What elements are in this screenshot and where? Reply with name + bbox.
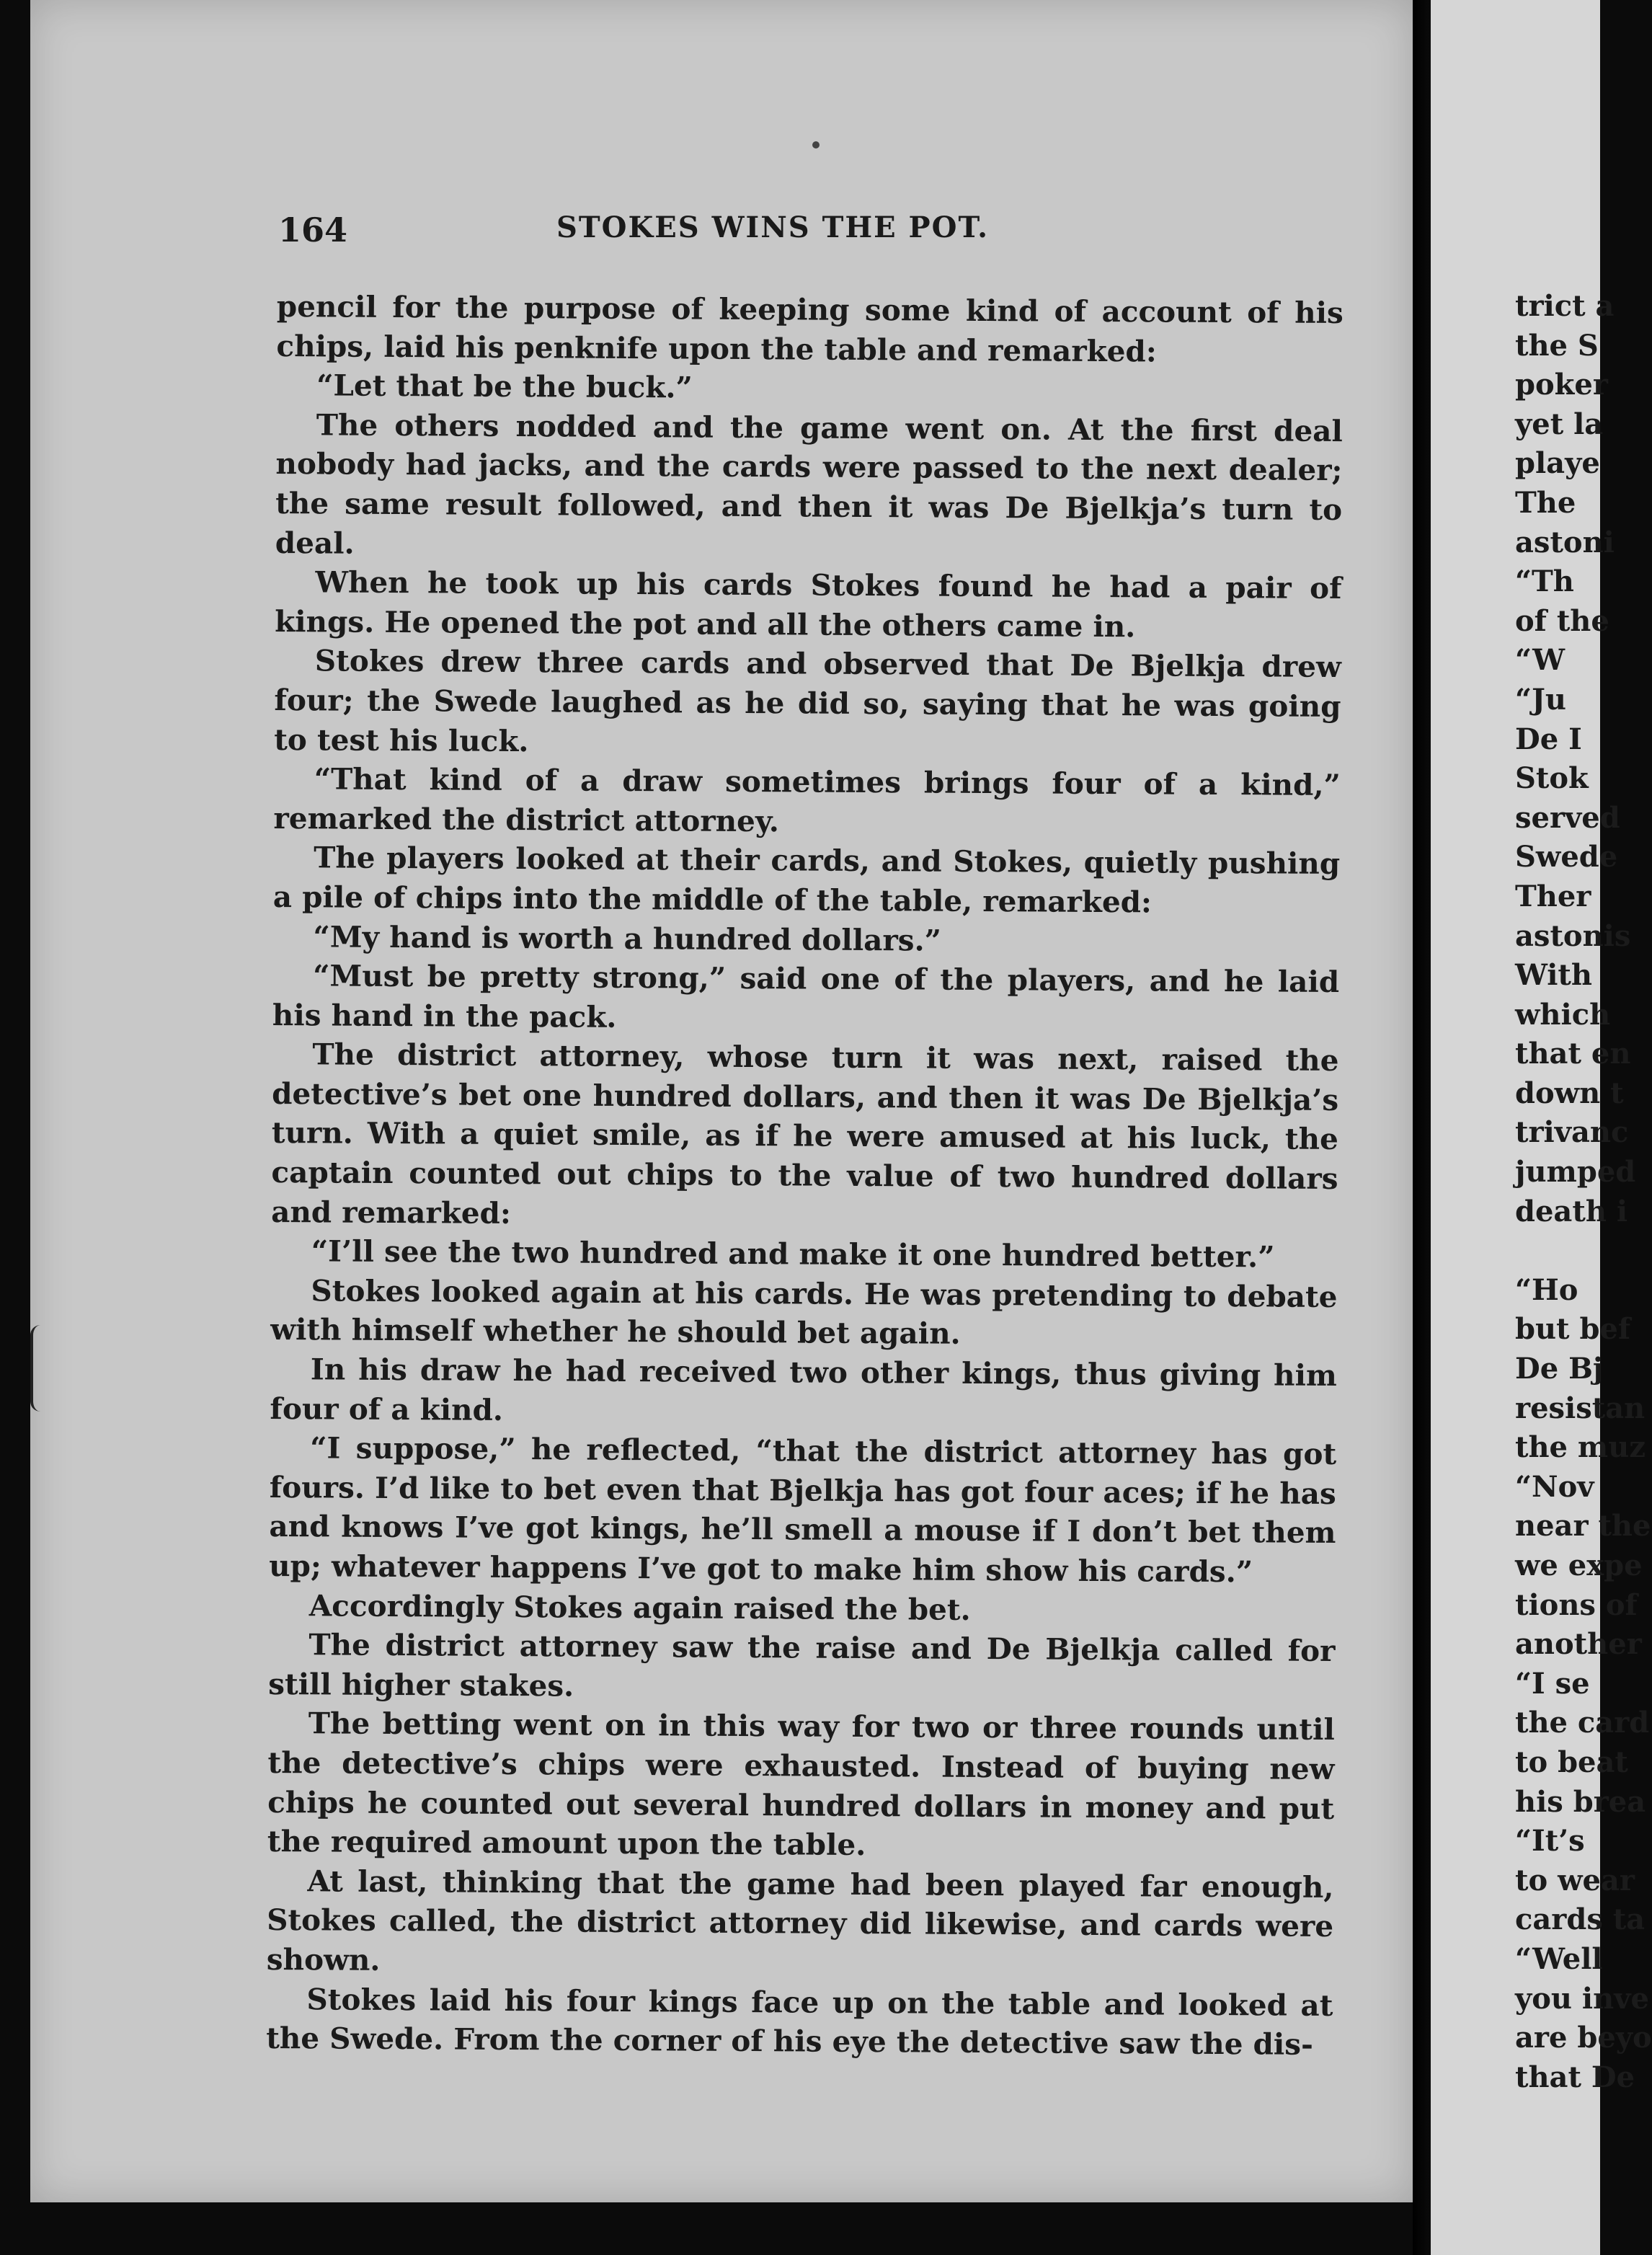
facing-page-line: astonis [1515, 918, 1631, 953]
dust-spot [812, 141, 820, 149]
facing-page-line: his brea [1515, 1784, 1646, 1819]
facing-page-line: De Bj [1515, 1352, 1604, 1386]
paragraph: When he took up his cards Stokes found he had a pair of kings. He opened the pot and all the others came in. [275, 564, 1342, 644]
paragraph: “I suppose,” he reflected, “that the district attorney has got fours. I’d like to bet even that Bjelkja has got four aces; if he has and knows I’ve got kings, he’ll smell a mouse if I don’t bet them up; whatever happens I’ve got to make him show his cards.” [269, 1430, 1337, 1590]
facing-page-text [1515, 287, 1652, 2097]
facing-page-line: “Ho [1515, 1272, 1578, 1307]
facing-page-line: The [1515, 485, 1576, 520]
facing-page-line: “W [1515, 643, 1566, 678]
paragraph: Stokes looked again at his cards. He was pretending to debate with himself whether he should bet again. [270, 1273, 1338, 1352]
facing-page-line: “Nov [1515, 1469, 1594, 1504]
paragraph: pencil for the purpose of keeping some kind of account of his chips, laid his penknife upon the table and remarked: [276, 288, 1344, 369]
paragraph: “Let that be the buck.” [316, 368, 693, 405]
facing-page-line: near the [1515, 1509, 1651, 1543]
paragraph: Stokes drew three cards and observed that De Bjelkja drew four; the Swede laughed as he did so, saying that he was going to test his luck. [274, 643, 1341, 758]
facing-page-line: playe [1515, 446, 1600, 481]
facing-page-line: are beyo [1515, 2021, 1652, 2055]
facing-page-line: poker [1515, 368, 1608, 402]
facing-page-line: another [1515, 1627, 1642, 1662]
facing-page-line: De I [1515, 722, 1582, 756]
paragraph: The players looked at their cards, and Stokes, quietly pushing a pile of chips into the middle of the table, remarked: [272, 840, 1341, 920]
facing-page-line: “Ju [1515, 682, 1567, 717]
facing-page-line: “Well [1515, 1941, 1603, 1976]
paragraph: Stokes laid his four kings face up on the table and looked at the Swede. From the corner of his eye the detective saw the dis- [266, 1981, 1333, 2062]
facing-page-line: down t [1515, 1076, 1624, 1110]
paragraph: “Must be pretty strong,” said one of the players, and he laid his hand in the pack. [272, 958, 1340, 1035]
facing-page-line: jumped [1515, 1155, 1636, 1189]
paragraph: The others nodded and the game went on. At the first deal nobody had jacks, and the cards were passed to the next dealer; the same result followed, and then it was De Bjelkja’s turn to deal. [275, 407, 1343, 561]
paragraph: The betting went on in this way for two or three rounds until the detective’s chips were exhausted. Instead of buying new chips he counted out several hundred dollars in money and put the required amount upon the table. [267, 1706, 1335, 1863]
facing-page-line: yet la [1515, 407, 1604, 441]
facing-page-line: of the [1515, 603, 1609, 638]
facing-page-line: the card [1515, 1706, 1650, 1740]
page-body [266, 287, 1344, 2065]
facing-page-line: astoni [1515, 525, 1615, 559]
facing-page-line: you inve [1515, 1981, 1649, 2016]
facing-page-line: resistan [1515, 1391, 1646, 1425]
paragraph: “That kind of a draw sometimes brings four of a kind,” remarked the district attorney. [273, 761, 1341, 838]
facing-page-line: that en [1515, 1037, 1631, 1071]
paragraph: Accordingly Stokes again raised the bet. [308, 1587, 971, 1627]
facing-page-line: cards ta [1515, 1902, 1646, 1937]
facing-page-line: trict a [1515, 289, 1615, 323]
paragraph: In his draw he had received two other kings, thus giving him four of a kind. [270, 1352, 1337, 1427]
facing-page-line: Stok [1515, 761, 1589, 796]
paragraph: “My hand is worth a hundred dollars.” [313, 918, 942, 958]
facing-page-line: served [1515, 800, 1620, 835]
facing-page-line: “I se [1515, 1666, 1590, 1701]
facing-page-line: Ther [1515, 879, 1591, 913]
facing-page-line: “It’s [1515, 1824, 1585, 1859]
page-number: 164 [278, 211, 348, 249]
facing-page-line: which [1515, 997, 1611, 1032]
paragraph: “I’ll see the two hundred and make it one hundred better.” [311, 1233, 1275, 1275]
facing-page-line: the muz [1515, 1430, 1646, 1465]
facing-page-line: we expe [1515, 1549, 1643, 1582]
facing-page-line: to wear [1515, 1863, 1635, 1897]
facing-page-line: trivanc [1515, 1115, 1629, 1150]
running-head: STOKES WINS THE POT. [556, 211, 989, 244]
facing-page-line: Swede [1515, 840, 1618, 874]
facing-page-line: “Th [1515, 564, 1574, 599]
paragraph: The district attorney, whose turn it was next, raised the detective’s bet one hundred dollars, and then it was De Bjelkja’s turn. With a quiet smile, as if he were amused at his luck, the captain counted out chips to the value of two hundred dollars and remarked: [271, 1037, 1339, 1231]
facing-page-line: that De [1515, 2060, 1635, 2094]
facing-page-line: but bef [1515, 1312, 1631, 1347]
facing-page-line: death i [1515, 1194, 1628, 1228]
book-gutter [1413, 0, 1431, 2255]
margin-mark [30, 1325, 43, 1412]
facing-page-line: to beat [1515, 1745, 1628, 1779]
facing-page-line: tions of [1515, 1587, 1638, 1622]
facing-page-line: With [1515, 958, 1592, 993]
facing-page-line: the S [1515, 328, 1599, 363]
facing-page-line [1515, 1231, 1652, 1271]
paragraph: The district attorney saw the raise and De Bjelkja called for still higher stakes. [268, 1627, 1336, 1704]
paragraph: At last, thinking that the game had been played far enough, Stokes called, the district attorney did likewise, and cards were shown. [266, 1864, 1334, 1977]
